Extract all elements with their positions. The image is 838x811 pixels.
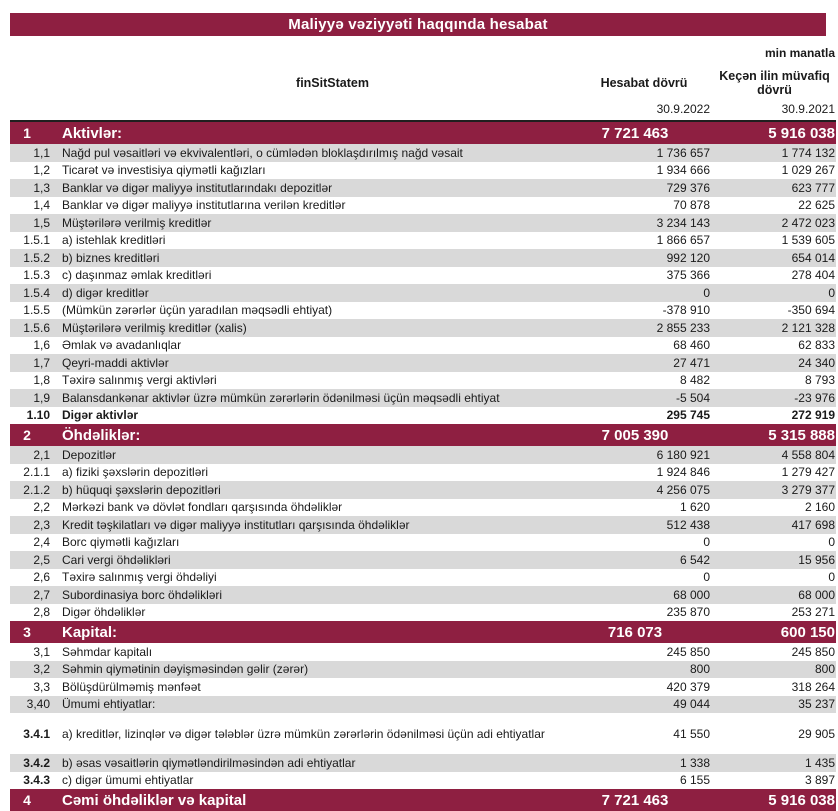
value-current: 68 000	[673, 587, 710, 602]
table-row	[10, 197, 836, 215]
row-label: Kredit təşkilatları və digər maliyyə institutları qarşısında öhdəliklər	[62, 517, 410, 532]
row-number: 2,3	[33, 517, 50, 532]
value-current: 2 855 233	[656, 320, 710, 335]
row-label: Müştərilərə verilmiş kreditlər (xalis)	[62, 320, 247, 335]
row-label: b) əsas vəsaitlərin qiymətləndirilməsindən adi ehtiyatlar	[62, 755, 356, 770]
value-current: 6 180 921	[656, 447, 710, 462]
table-row	[10, 696, 836, 714]
row-label: Cəmi öhdəliklər və kapital	[62, 791, 247, 809]
value-previous: -23 976	[794, 390, 835, 405]
value-current: 6 542	[679, 552, 710, 567]
table-row	[10, 389, 836, 407]
row-label: Səhmin qiymətinin dəyişməsindən gəlir (zərər)	[62, 662, 309, 677]
row-number: 1.5.4	[23, 285, 50, 300]
row-number: 3,40	[26, 697, 50, 712]
value-current: 992 120	[666, 250, 710, 265]
row-label: b) hüquqi şəxslərin depozitləri	[62, 482, 221, 497]
row-label: Öhdəliklər:	[62, 426, 141, 444]
value-previous: 272 919	[791, 408, 835, 423]
value-previous: 654 014	[791, 250, 835, 265]
row-label: Mərkəzi bank və dövlət fondları qarşısında öhdəliklər	[62, 500, 343, 515]
table-row	[10, 354, 836, 372]
row-label: Ticarət və investisiya qiymətli kağızları	[62, 163, 266, 178]
row-label: a) kreditlər, lizinqlər və digər tələblər üzrə mümkün zərərlərin ödənilməsi üçün adi ehtiyatlar	[62, 726, 545, 741]
value-previous: 2 472 023	[781, 215, 835, 230]
value-current: 7 721 463	[601, 791, 669, 809]
value-current: 295 745	[666, 408, 710, 423]
row-number: 2,1	[33, 447, 50, 462]
row-label: Səhmdar kapitalı	[62, 644, 153, 659]
value-current: 7 721 463	[601, 124, 669, 142]
row-label: c) daşınmaz əmlak kreditləri	[62, 268, 212, 283]
row-number: 1,3	[33, 180, 50, 195]
value-previous: 2 160	[804, 500, 835, 515]
value-previous: 0	[828, 570, 835, 585]
table-row	[10, 232, 836, 250]
table-row	[10, 586, 836, 604]
row-number: 2.1.2	[23, 482, 50, 497]
table-row	[10, 407, 836, 425]
value-current: 4 256 075	[656, 482, 710, 497]
value-current: 3 234 143	[656, 215, 710, 230]
row-label: Kapital:	[62, 623, 118, 641]
row-label: a) istehlak kreditləri	[62, 233, 166, 248]
value-previous: 600 150	[780, 623, 835, 641]
value-current: 512 438	[666, 517, 710, 532]
value-current: 1 866 657	[656, 233, 710, 248]
row-label: Digər öhdəliklər	[62, 605, 146, 620]
value-current: 1 934 666	[656, 163, 710, 178]
row-number: 1,9	[33, 390, 50, 405]
row-label: Digər aktivlər	[62, 408, 139, 423]
row-label: Ümumi ehtiyatlar:	[62, 697, 156, 712]
table-row	[10, 179, 836, 197]
table-row	[10, 604, 836, 622]
row-label: Təxirə salınmış vergi öhdəliyi	[62, 570, 217, 585]
table-row	[10, 267, 836, 285]
value-current: -378 910	[662, 303, 710, 318]
table-row	[10, 516, 836, 534]
table-row	[10, 284, 836, 302]
row-label: Müştərilərə verilmiş kreditlər	[62, 215, 212, 230]
report-title: Maliyyə vəziyyəti haqqında hesabat	[288, 16, 548, 33]
value-current: 0	[703, 285, 710, 300]
row-number: 1.5.1	[23, 233, 50, 248]
previous-period-date: 30.9.2021	[781, 102, 835, 116]
table-row	[10, 772, 836, 790]
value-previous: 623 777	[791, 180, 835, 195]
value-previous: 2 121 328	[781, 320, 835, 335]
row-number: 1,7	[33, 355, 50, 370]
row-number: 3	[23, 624, 31, 640]
row-label: Banklar və digər maliyyə institutlarına verilən kreditlər	[62, 198, 346, 213]
table-row	[10, 481, 836, 499]
value-current: 6 155	[679, 773, 710, 788]
row-number: 3,3	[33, 679, 50, 694]
value-previous: 35 237	[798, 697, 835, 712]
value-current: 1 924 846	[656, 465, 710, 480]
row-number: 3,1	[33, 644, 50, 659]
row-number: 1,5	[33, 215, 50, 230]
report-title-bar	[10, 13, 826, 36]
row-number: 1	[23, 125, 31, 141]
value-previous: 245 850	[791, 644, 835, 659]
value-current: 235 870	[666, 605, 710, 620]
table-row	[10, 214, 836, 232]
row-number: 1.5.6	[23, 320, 50, 335]
value-current: 49 044	[673, 697, 710, 712]
row-number: 1.5.5	[23, 303, 50, 318]
value-current: 245 850	[666, 644, 710, 659]
table-row	[10, 337, 836, 355]
row-label: Təxirə salınmış vergi aktivləri	[62, 373, 217, 388]
table-row	[10, 754, 836, 772]
value-previous: 1 279 427	[781, 465, 835, 480]
row-number: 1,1	[33, 145, 50, 160]
value-previous: 8 793	[804, 373, 835, 388]
row-label: (Mümkün zərərlər üçün yaradılan məqsədli ehtiyat)	[62, 303, 333, 318]
value-current: 1 338	[679, 755, 710, 770]
value-current: 716 073	[607, 623, 663, 641]
value-previous: 1 774 132	[781, 145, 835, 160]
row-number: 2,2	[33, 500, 50, 515]
value-current: 420 379	[666, 679, 710, 694]
row-label: Bölüşdürülməmiş mənfəət	[62, 679, 201, 694]
value-previous: 800	[814, 662, 835, 677]
value-previous: 253 271	[791, 605, 835, 620]
row-label: a) fiziki şəxslərin depozitləri	[62, 465, 209, 480]
row-number: 4	[23, 792, 31, 808]
table-row	[10, 319, 836, 337]
table-row	[10, 534, 836, 552]
value-current: 8 482	[679, 373, 710, 388]
row-label: Borc qiymətli kağızları	[62, 535, 180, 550]
row-label: Əmlak və avadanlıqlar	[62, 338, 182, 353]
value-current: 1 736 657	[656, 145, 710, 160]
row-label: Aktivlər:	[62, 124, 123, 142]
table-row	[10, 464, 836, 482]
value-previous: 24 340	[798, 355, 835, 370]
row-label: Subordinasiya borc öhdəlikləri	[62, 587, 223, 602]
row-number: 2	[23, 427, 31, 443]
statement-table	[10, 120, 836, 811]
value-previous: 1 435	[804, 755, 835, 770]
section-row	[10, 424, 836, 446]
value-previous: 22 625	[798, 198, 835, 213]
current-period-date: 30.9.2022	[656, 102, 710, 116]
dates-row	[10, 100, 836, 118]
row-label: Banklar və digər maliyyə institutlarındakı depozitlər	[62, 180, 333, 195]
value-previous: 0	[828, 285, 835, 300]
table-row	[10, 372, 836, 390]
table-row	[10, 678, 836, 696]
value-previous: 417 698	[791, 517, 835, 532]
row-label: Cari vergi öhdəlikləri	[62, 552, 171, 567]
table-row	[10, 643, 836, 661]
table-row	[10, 249, 836, 267]
current-period-header: Hesabat dövrü	[600, 76, 688, 90]
row-number: 2.1.1	[23, 465, 50, 480]
value-current: 70 878	[673, 198, 710, 213]
row-label: Depozitlər	[62, 447, 117, 462]
value-current: 1 620	[679, 500, 710, 515]
table-row	[10, 446, 836, 464]
value-current: 68 460	[673, 338, 710, 353]
row-number: 2,8	[33, 605, 50, 620]
row-label: Qeyri-maddi aktivlər	[62, 355, 169, 370]
value-previous: 1 029 267	[781, 163, 835, 178]
value-previous: 1 539 605	[781, 233, 835, 248]
value-previous: 5 315 888	[768, 426, 835, 444]
value-previous: 318 264	[791, 679, 835, 694]
value-previous: 15 956	[798, 552, 835, 567]
table-row	[10, 144, 836, 162]
row-number: 1,8	[33, 373, 50, 388]
value-previous: 5 916 038	[768, 791, 835, 809]
table-row	[10, 569, 836, 587]
row-number: 1,4	[33, 198, 50, 213]
value-previous: 5 916 038	[768, 124, 835, 142]
row-number: 2,6	[33, 570, 50, 585]
row-number: 3,2	[33, 662, 50, 677]
row-number: 1.10	[26, 408, 50, 423]
section-row	[10, 621, 836, 643]
value-previous: 4 558 804	[781, 447, 835, 462]
row-number: 3.4.3	[23, 773, 50, 788]
row-number: 3.4.2	[23, 755, 50, 770]
value-current: 0	[703, 535, 710, 550]
row-number: 2,4	[33, 535, 50, 550]
table-row	[10, 713, 836, 754]
value-previous: 29 905	[798, 726, 835, 741]
row-number: 1.5.3	[23, 268, 50, 283]
row-number: 2,5	[33, 552, 50, 567]
table-row	[10, 551, 836, 569]
column-header-row	[10, 66, 836, 100]
section-row	[10, 789, 836, 811]
row-number: 3.4.1	[23, 726, 50, 741]
previous-period-header: Keçən ilin müvafiq dövrü	[719, 68, 830, 97]
value-current: 800	[689, 662, 710, 677]
row-number: 2,7	[33, 587, 50, 602]
value-previous: 68 000	[798, 587, 835, 602]
value-current: 729 376	[666, 180, 710, 195]
value-current: 41 550	[673, 726, 710, 741]
row-label: Balansdankənar aktivlər üzrə mümkün zərərlərin ödənilməsi üçün məqsədli ehtiyat	[62, 390, 500, 405]
row-number: 1,2	[33, 163, 50, 178]
row-label: Nağd pul vəsaitləri və ekvivalentləri, o cümlədən bloklaşdırılmış nağd vəsait	[62, 145, 463, 160]
table-row	[10, 302, 836, 320]
row-label: d) digər kreditlər	[62, 285, 149, 300]
table-row	[10, 661, 836, 679]
section-row	[10, 120, 836, 144]
value-current: -5 504	[675, 390, 710, 405]
value-previous: 3 279 377	[781, 482, 835, 497]
value-previous: 3 897	[804, 773, 835, 788]
value-previous: 278 404	[791, 268, 835, 283]
value-current: 375 366	[666, 268, 710, 283]
value-current: 0	[703, 570, 710, 585]
value-previous: 0	[828, 535, 835, 550]
row-number: 1,6	[33, 338, 50, 353]
row-label: c) digər ümumi ehtiyatlar	[62, 773, 194, 788]
label-column-header: finSitStatem	[296, 76, 369, 90]
value-previous: -350 694	[787, 303, 835, 318]
row-label: b) biznes kreditləri	[62, 250, 160, 265]
value-current: 27 471	[673, 355, 710, 370]
row-number: 1.5.2	[23, 250, 50, 265]
unit-note: min manatla	[764, 46, 835, 60]
table-row	[10, 499, 836, 517]
table-row	[10, 162, 836, 180]
value-previous: 62 833	[798, 338, 835, 353]
value-current: 7 005 390	[601, 426, 669, 444]
